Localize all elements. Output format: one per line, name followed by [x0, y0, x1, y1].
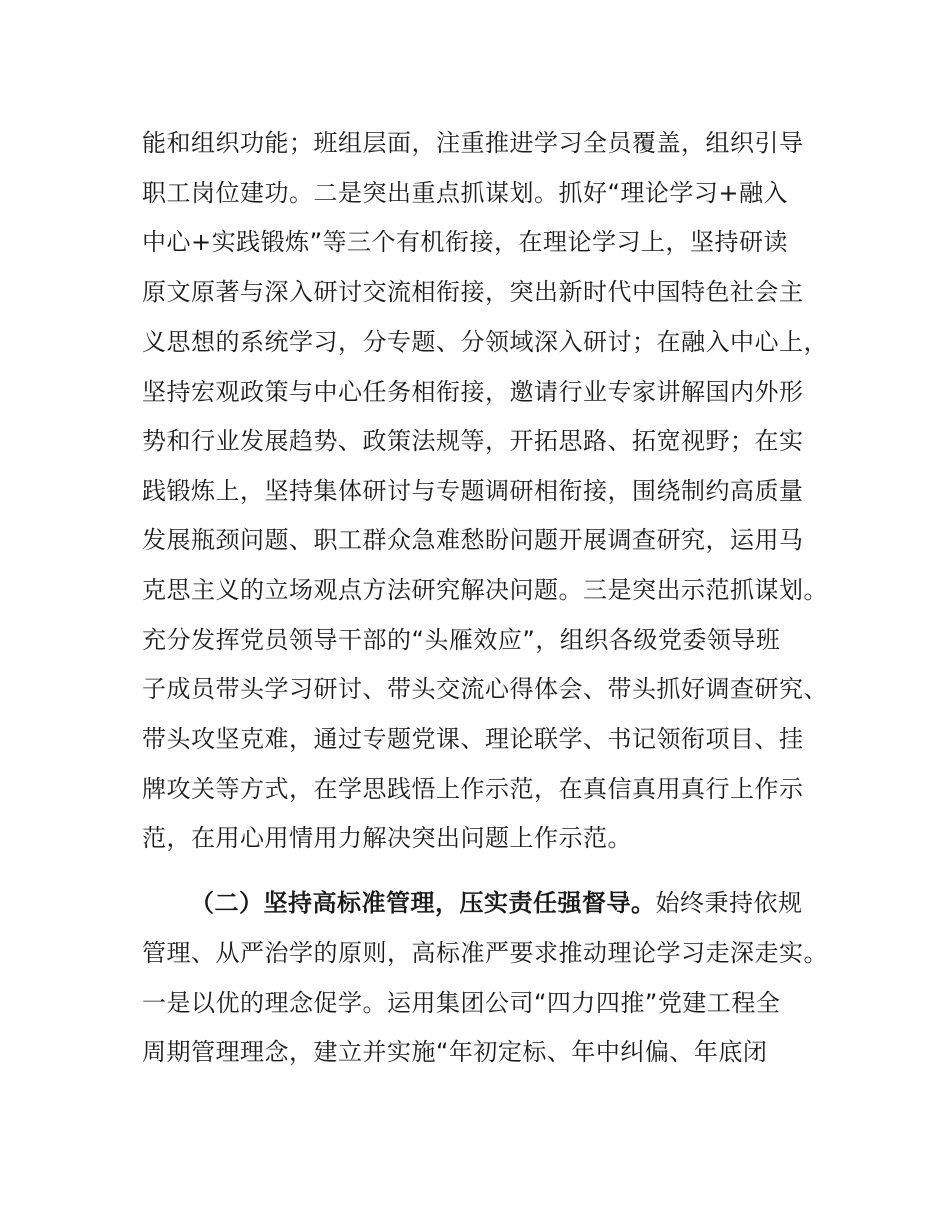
- body-text-line: 原文原著与深入研讨交流相衔接，突出新时代中国特色社会主: [142, 278, 804, 306]
- body-text-line: 牌攻关等方式，在学思践悟上作示范，在真信真用真行上作示: [142, 775, 804, 803]
- body-text-inline: 始终秉持依规: [655, 889, 803, 917]
- body-text-line: 子成员带头学习研讨、带头交流心得体会、带头抓好调查研究、: [142, 675, 828, 703]
- body-text-line: 能和组织功能；班组层面，注重推进学习全员覆盖，组织引导: [142, 129, 804, 157]
- body-text-line: 义思想的系统学习，分专题、分领域深入研讨；在融入中心上，: [142, 328, 828, 356]
- body-text-line: 一是以优的理念促学。运用集团公司“四力四推”党建工程全: [142, 989, 781, 1017]
- body-text-line: 周期管理理念，建立并实施“年初定标、年中纠偏、年底闭: [142, 1038, 768, 1066]
- body-text-line: 践锻炼上，坚持集体研讨与专题调研相衔接，围绕制约高质量: [142, 477, 804, 505]
- body-text-line: 职工岗位建功。二是突出重点抓谋划。抓好“理论学习+融入: [142, 179, 789, 207]
- body-text-line: 坚持宏观政策与中心任务相衔接，邀请行业专家讲解国内外形: [142, 378, 804, 406]
- body-text-line: 发展瓶颈问题、职工群众急难愁盼问题开展调查研究，运用马: [142, 526, 804, 554]
- body-text-line: 克思主义的立场观点方法研究解决问题。三是突出示范抓谋划。: [142, 576, 828, 604]
- body-text-line: 管理、从严治学的原则，高标准严要求推动理论学习走深走实。: [142, 939, 828, 967]
- body-text-line: 带头攻坚克难，通过专题党课、理论联学、书记领衔项目、挂: [142, 725, 804, 753]
- body-text-line: 范，在用心用情用力解决突出问题上作示范。: [142, 824, 632, 852]
- body-text-line: 充分发挥党员领导干部的“头雁效应”，组织各级党委领导班: [142, 626, 781, 654]
- body-text-line: 中心+实践锻炼”等三个有机衔接，在理论学习上，坚持研读: [142, 228, 789, 256]
- section-heading: （二）坚持高标准管理，压实责任强督导。: [190, 889, 656, 917]
- section-heading-line: [190, 885, 803, 921]
- body-text-line: 势和行业发展趋势、政策法规等，开拓思路、拓宽视野；在实: [142, 427, 804, 455]
